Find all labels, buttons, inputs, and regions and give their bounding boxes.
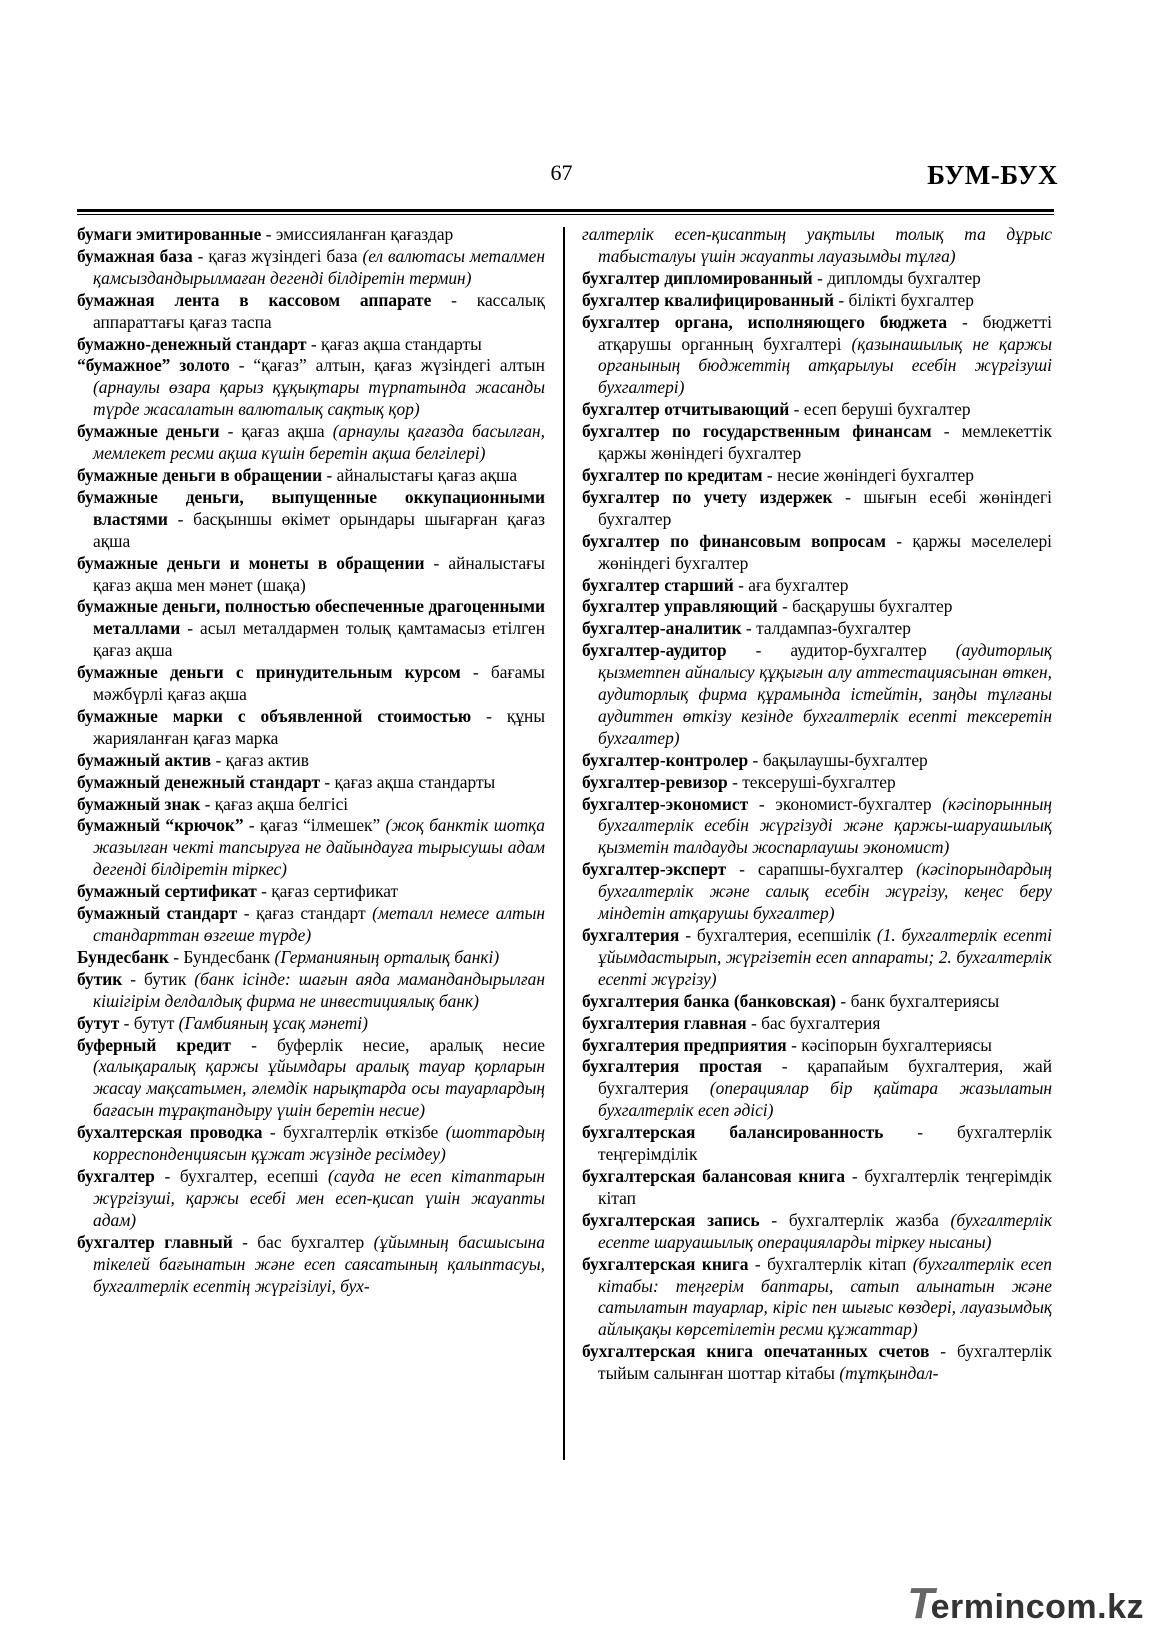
entry-term: бумажные деньги, полностью обеспеченные драгоценными металлами bbox=[77, 596, 545, 639]
dictionary-entry bbox=[582, 531, 1052, 575]
entry-note: (қазынашылық не қаржы органының бюджеттің атқарылуы есебін жүргізуші бухгалтері) bbox=[598, 333, 1052, 398]
entry-translation: - қағаз сертификат bbox=[256, 881, 399, 902]
entry-translation: - бухгалтерлік кітап bbox=[748, 1253, 913, 1274]
dictionary-entry bbox=[77, 1013, 545, 1035]
dictionary-entry bbox=[582, 421, 1052, 465]
entry-translation: - бақылаушы-бухгалтер bbox=[748, 749, 928, 770]
header-rule-thick bbox=[77, 209, 1054, 212]
dictionary-entry bbox=[77, 553, 545, 597]
dictionary-entry bbox=[582, 399, 1052, 421]
dictionary-entry bbox=[582, 312, 1052, 400]
entry-term: бумажный актив bbox=[77, 749, 212, 770]
dictionary-entry bbox=[77, 246, 545, 290]
entry-translation: - эмиссияланған қағаздар bbox=[261, 224, 454, 244]
entry-note: (Гамбияның ұсақ мәнеті) bbox=[178, 1012, 368, 1033]
entry-translation: - аға бухгалтер bbox=[733, 574, 849, 595]
entry-term: бухгалтер главный bbox=[77, 1231, 233, 1252]
dictionary-entry bbox=[77, 881, 545, 903]
entry-translation: - Бундесбанк bbox=[168, 946, 275, 967]
entry-translation: - бухгалтерлік тыйым салынған шоттар кітабы bbox=[598, 1341, 1052, 1384]
entry-translation: - кәсіпорын бухгалтериясы bbox=[786, 1034, 992, 1055]
entry-term: бухгалтер-контролер bbox=[582, 749, 749, 770]
entry-note: (бухгалтерлік есепте шаруашылық операцияларды тіркеу нысаны) bbox=[598, 1209, 1052, 1252]
dictionary-entry bbox=[582, 925, 1052, 991]
entry-term: бумажный знак bbox=[77, 793, 201, 814]
entry-term: бухгалтер органа, исполняющего бюджета bbox=[582, 311, 948, 332]
entry-term: бумажный денежный стандарт bbox=[77, 771, 320, 792]
dictionary-entry bbox=[77, 224, 545, 246]
entry-term: бухгалтер по государственным финансам bbox=[582, 421, 932, 442]
dictionary-entry bbox=[582, 640, 1052, 750]
entry-translation: - сарапшы-бухгалтер bbox=[726, 859, 917, 880]
entry-term: бутик bbox=[77, 968, 123, 989]
watermark-logo-letter: T bbox=[907, 1579, 935, 1628]
dictionary-entry bbox=[582, 991, 1052, 1013]
entry-term: бухгалтер-экономист bbox=[582, 793, 749, 814]
entry-translation: - банк бухгалтериясы bbox=[836, 990, 1000, 1011]
entry-term: бумажный стандарт bbox=[77, 903, 238, 924]
entry-note: (металл немесе алтын стандарттан өзгеше түрде) bbox=[93, 903, 545, 945]
entry-translation: - аудитор-бухгалтер bbox=[726, 640, 956, 661]
entry-term: бухгалтер по учету издержек bbox=[582, 486, 833, 507]
entry-translation: - басқыншы өкімет орындары шығарған қағаз ақша bbox=[93, 508, 545, 551]
entry-term: бухгалтерская балансовая книга bbox=[582, 1165, 846, 1186]
entry-term: бутут bbox=[77, 1012, 120, 1033]
entry-translation: - қағаз ақша bbox=[219, 421, 333, 442]
entry-term: Бундесбанк bbox=[77, 946, 169, 967]
entry-term: бумажно-денежный стандарт bbox=[77, 333, 307, 354]
watermark-text: ermincom.kz bbox=[930, 1588, 1144, 1626]
entry-translation: - дипломды бухгалтер bbox=[812, 267, 981, 288]
dictionary-entry bbox=[582, 794, 1052, 860]
entry-translation: - мемлекеттік қаржы жөніндегі бухгалтер bbox=[598, 421, 1053, 464]
entry-note: (операциялар бір қайтара жазылатын бухгалтерлік есеп әдісі) bbox=[598, 1078, 1052, 1121]
entry-translation: - айналыстағы қағаз ақша мен мәнет (шақа) bbox=[93, 552, 545, 595]
entry-translation: - қағаз ақша стандарты bbox=[306, 333, 482, 354]
entry-term: бухгалтер отчитывающий bbox=[582, 399, 790, 420]
dictionary-entry bbox=[582, 750, 1052, 772]
entry-note: (жоқ банктік шотқа жазылған чекті тапсыруға не дайындауға тырысушы адам дегенді білдіретін тіркес) bbox=[93, 815, 546, 880]
entry-term: бумаги эмитированные bbox=[77, 224, 262, 244]
header-rule-thin bbox=[77, 214, 1054, 215]
entry-term: бухгалтер-аналитик bbox=[582, 618, 742, 639]
entry-translation: - айналыстағы қағаз ақша bbox=[322, 464, 518, 485]
dictionary-entry bbox=[582, 1166, 1052, 1210]
dictionary-entry bbox=[77, 596, 545, 662]
entry-translation: - бутут bbox=[119, 1012, 179, 1033]
entry-term: бухгалтерия главная bbox=[582, 1012, 747, 1033]
entry-term: бумажный сертификат bbox=[77, 881, 257, 902]
entry-translation: - бухгалтерлік теңгерімдік кітап bbox=[598, 1165, 1053, 1208]
entry-translation: - кассалық аппараттағы қағаз таспа bbox=[93, 289, 545, 332]
dictionary-entry bbox=[77, 706, 545, 750]
entry-translation: - бағамы мәжбүрлі қағаз ақша bbox=[93, 662, 545, 705]
dictionary-entry bbox=[77, 969, 545, 1013]
continuation-text bbox=[582, 224, 1052, 268]
entry-term: бумажные марки с объявленной стоимостью bbox=[77, 705, 472, 726]
entry-translation: - бухгалтерия, есепшілік bbox=[679, 925, 877, 945]
dictionary-entry bbox=[582, 268, 1052, 290]
page-number: 67 bbox=[550, 160, 573, 185]
entry-term: бумажная база bbox=[77, 245, 193, 266]
dictionary-entry bbox=[582, 772, 1052, 794]
dictionary-entry bbox=[77, 750, 545, 772]
entry-translation: - шығын есебі жөніндегі бухгалтер bbox=[598, 486, 1052, 529]
entry-term: бумажный “крючок” bbox=[77, 815, 244, 836]
dictionary-entry bbox=[77, 947, 545, 969]
dictionary-entry bbox=[582, 487, 1052, 531]
entry-term: бумажные деньги, выпущенные оккупационными властями bbox=[77, 486, 545, 529]
entry-note: (ел валютасы металмен қамсыздандырылмаған дегенді білдіретін термин) bbox=[93, 245, 546, 288]
entry-term: бумажная лента в кассовом аппарате bbox=[77, 289, 432, 310]
dictionary-entry bbox=[582, 1035, 1052, 1057]
entry-translation: - құны жарияланған қағаз марка bbox=[93, 705, 546, 748]
entry-term: бухгалтер-эксперт bbox=[582, 859, 727, 880]
dictionary-entry bbox=[582, 1254, 1052, 1342]
entry-note: (кәсіпорынның бухгалтерлік есебін жүргізуді және қаржы-шаруашылық қызметін талдауды жоспарлаушы экономист) bbox=[598, 793, 1052, 858]
entry-note: (Германияның орталық банкі) bbox=[274, 946, 500, 967]
entry-note: (халықаралық қаржы ұйымдары аралық тауар қорларын жасау мақсатымен, әлемдік нарықтарда осы тауарлардың бағасын тұрақтандыру үшін беретін несие) bbox=[93, 1056, 545, 1121]
entry-translation: - есеп беруші бухгалтер bbox=[789, 399, 971, 420]
entry-term: бухгалтерская книга опечатанных счетов bbox=[582, 1341, 930, 1362]
dictionary-entry bbox=[77, 903, 545, 947]
entry-note: (арнаулы өзара қарыз құқықтары түрпатында жасанды түрде жасалатын валюталық сақтық қор) bbox=[93, 377, 545, 420]
left-column bbox=[77, 224, 545, 1297]
entry-term: бухгалтерская книга bbox=[582, 1253, 749, 1274]
dictionary-entry bbox=[582, 859, 1052, 925]
entry-term: бухгалтер bbox=[77, 1165, 155, 1186]
dictionary-entry bbox=[582, 290, 1052, 312]
dictionary-entry bbox=[77, 772, 545, 794]
entry-term: бухгалтер-ревизор bbox=[582, 771, 728, 792]
entry-term: бухгалтерия простая bbox=[582, 1056, 762, 1077]
dictionary-entry bbox=[582, 465, 1052, 487]
dictionary-entry bbox=[582, 575, 1052, 597]
dictionary-entry bbox=[77, 290, 545, 334]
entry-note: (ұйымның басшысына тікелей бағынатын және есеп саясатының қалыптасуы, бухгалтерлік есептің жүргізілуі, бух- bbox=[93, 1231, 546, 1296]
dictionary-entry bbox=[582, 1210, 1052, 1254]
entry-term: буферный кредит bbox=[77, 1034, 231, 1055]
entry-translation: - бухгалтерлік өткізбе bbox=[262, 1122, 446, 1143]
entry-translation: - тексеруші-бухгалтер bbox=[727, 771, 896, 792]
entry-translation: - экономист-бухгалтер bbox=[748, 793, 943, 814]
entry-translation: - бюджетті атқарушы органның бухгалтері bbox=[598, 311, 1052, 354]
dictionary-entry bbox=[77, 815, 545, 881]
entry-term: “бумажное” золото bbox=[77, 355, 230, 376]
entry-translation: - басқарушы бухгалтер bbox=[777, 596, 953, 617]
dictionary-entry bbox=[582, 1056, 1052, 1122]
dictionary-entry bbox=[582, 1013, 1052, 1035]
entry-translation: - қағаз стандарт bbox=[237, 903, 373, 924]
column-divider bbox=[563, 227, 565, 1460]
entry-term: бухгалтер квалифицированный bbox=[582, 289, 834, 310]
entry-term: бухгалтер управляющий bbox=[582, 596, 778, 617]
entry-term: бухгалтер дипломированный bbox=[582, 267, 813, 288]
entry-note: (бухгалтерлік есеп кітабы: теңгерім баптары, сатып алынатын және сатылатын тауарлар, кіріс пен шығыс көздері, лауазымдық айлықақы көрсетілетін ресми құжаттар) bbox=[598, 1253, 1052, 1340]
entry-note: галтерлік есеп-қисаптың уақтылы толық та дұрыс табысталуы үшін жауапты лауазымды тұлға) bbox=[582, 224, 1052, 266]
dictionary-entry bbox=[77, 794, 545, 816]
entry-translation: - несие жөніндегі бухгалтер bbox=[762, 464, 974, 485]
entry-term: бумажные деньги с принудительным курсом bbox=[77, 662, 461, 683]
dictionary-entry bbox=[77, 662, 545, 706]
entry-translation: - қағаз ақша стандарты bbox=[320, 771, 496, 792]
entry-translation: - бас бухгалтерия bbox=[746, 1012, 881, 1033]
entry-translation: - асыл металдармен толық қамтамасыз етілген қағаз ақша bbox=[93, 618, 545, 661]
entry-term: бумажные деньги bbox=[77, 421, 220, 442]
site-watermark bbox=[907, 1579, 1144, 1629]
entry-translation: - “қағаз” алтын, қағаз жүзіндегі алтын bbox=[229, 355, 545, 376]
entry-translation: - қағаз ақша белгісі bbox=[200, 793, 349, 814]
dictionary-entry bbox=[582, 596, 1052, 618]
dictionary-entry bbox=[77, 1035, 545, 1123]
dictionary-entry bbox=[77, 1166, 545, 1232]
dictionary-entry bbox=[77, 465, 545, 487]
entry-note: (арнаулы қағазда басылған, мемлекет ресми ақша күшін беретін ақша белгілері) bbox=[93, 421, 545, 464]
entry-translation: - бухгалтерлік теңгерімділік bbox=[598, 1122, 1052, 1165]
entry-term: бухгалтерия bbox=[582, 925, 680, 945]
dictionary-entry bbox=[582, 1122, 1052, 1166]
dictionary-entry bbox=[77, 355, 545, 421]
entry-term: бухгалтерская запись bbox=[582, 1209, 760, 1230]
entry-term: бухгалтерия предприятия bbox=[582, 1034, 787, 1055]
entry-translation: - білікті бухгалтер bbox=[834, 289, 974, 310]
entry-translation: - қаржы мәселелері жөніндегі бухгалтер bbox=[598, 530, 1052, 573]
entry-note: (сауда не есеп кітаптарын жүргізуші, қаржы есебі мен есеп-қисап үшін жауапты адам) bbox=[93, 1165, 545, 1230]
entry-note: (шоттардың корреспонденциясын құжат жүзінде ресімдеу) bbox=[93, 1122, 545, 1165]
entry-term: бухгалтерия банка (банковская) bbox=[582, 990, 837, 1011]
entry-translation: - қағаз актив bbox=[211, 749, 309, 770]
entry-term: бухгалтерская балансированность bbox=[582, 1122, 884, 1143]
entry-term: бухгалтер по кредитам bbox=[582, 464, 763, 485]
running-head: БУМ-БУХ bbox=[927, 160, 1058, 190]
entry-translation: - қағаз жүзіндегі база bbox=[192, 245, 363, 266]
dictionary-entry bbox=[77, 421, 545, 465]
entry-note: (аудиторлық қызметпен айналысу құқығын алу аттестациясынан өткен, аудиторлық фирма құрамында істейтін, заңды тұлғаны аудиттен өткізу кезінде бухгалтерлік есепті тексеретін бухгалтер) bbox=[598, 640, 1052, 748]
entry-translation: - қарапайым бухгалтерия, жай бухгалтерия bbox=[598, 1056, 1052, 1099]
entry-term: бухгалтер-аудитор bbox=[582, 640, 727, 661]
entry-term: бумажные деньги и монеты в обращении bbox=[77, 552, 425, 573]
entry-note: (1. бухгалтерлік есепті ұйымдастырып, жүргізетін есеп аппараты; 2. бухгалтерлік есепті жүргізу) bbox=[598, 925, 1052, 989]
entry-term: бухгалтер старший bbox=[582, 574, 734, 595]
entry-note: (тұтқындал- bbox=[839, 1363, 939, 1384]
dictionary-entry bbox=[77, 1122, 545, 1166]
dictionary-entry bbox=[77, 334, 545, 356]
entry-translation: - бутик bbox=[122, 968, 195, 989]
entry-note: (банк ісінде: шағын аяда мамандандырылған кішігірім делдалдық фирма не инвестициялық банк) bbox=[93, 968, 545, 1011]
entry-translation: - талдампаз-бухгалтер bbox=[741, 618, 911, 639]
entry-translation: - буферлік несие, аралық несие bbox=[230, 1034, 545, 1055]
dictionary-entry bbox=[582, 1341, 1052, 1385]
entry-translation: - бухгалтерлік жазба bbox=[759, 1209, 951, 1230]
entry-term: бумажные деньги в обращении bbox=[77, 464, 323, 485]
entry-term: бухгалтер по финансовым вопросам bbox=[582, 530, 886, 551]
dictionary-entry bbox=[77, 1232, 545, 1298]
entry-translation: - бухгалтер, есепші bbox=[154, 1165, 329, 1186]
right-column bbox=[582, 224, 1052, 1385]
dictionary-entry bbox=[77, 487, 545, 553]
entry-translation: - бас бухгалтер bbox=[232, 1231, 374, 1252]
entry-note: (кәсіпорындардың бухгалтерлік және салық есебін жүргізу, кеңес беру міндетін атқарушы бухгалтер) bbox=[598, 859, 1052, 924]
entry-term: бухалтерская проводка bbox=[77, 1122, 263, 1143]
dictionary-entry bbox=[582, 618, 1052, 640]
entry-translation: - қағаз “ілмешек” bbox=[243, 815, 386, 836]
